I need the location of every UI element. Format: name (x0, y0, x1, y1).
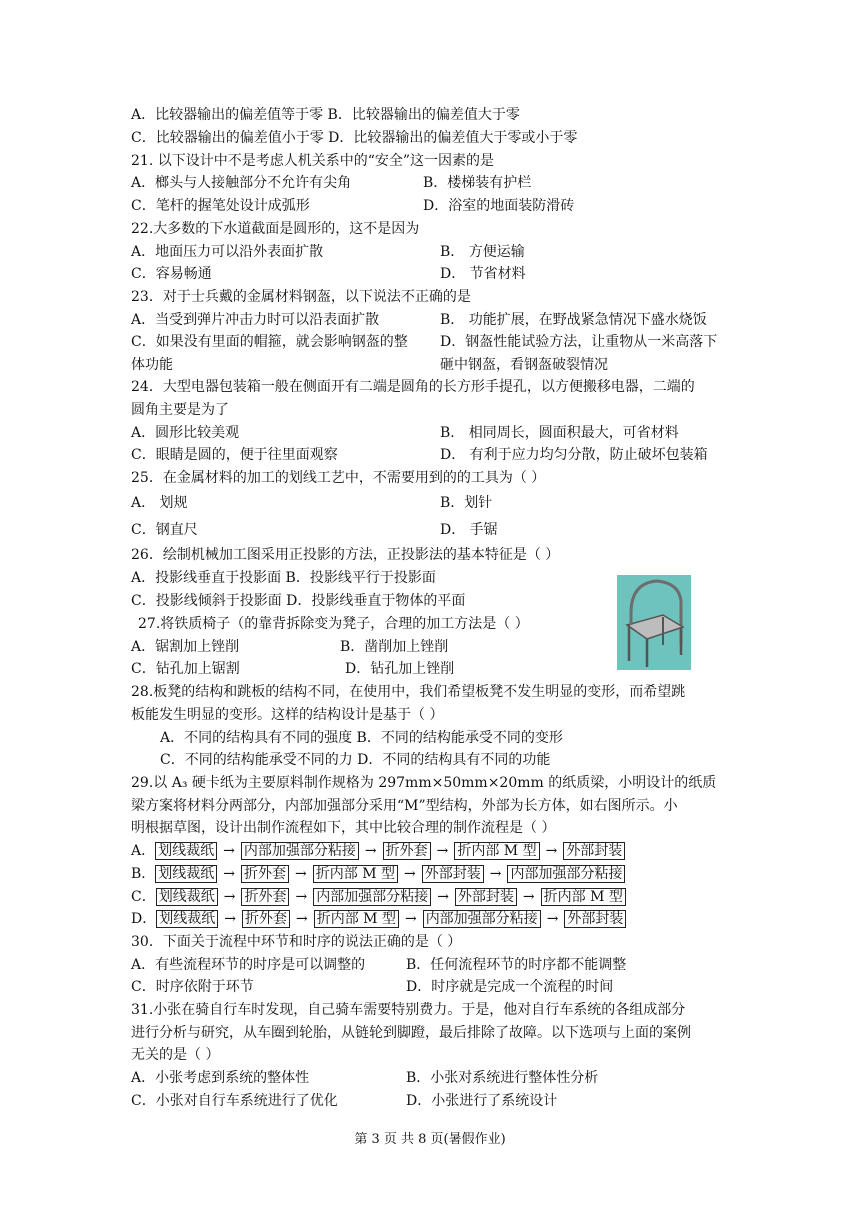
q25-option-a: A． 划规 (131, 495, 188, 511)
q24-option-c: C．眼睛是圆的，便于往里面观察 (131, 447, 338, 463)
arrow-icon: → (223, 843, 235, 859)
q24-stem-line1: 24．大型电器包装箱一般在侧面开有二端是圆角的长方形手提孔，以方便搬移电器，二端的 (131, 379, 695, 395)
flow-step: 内部加强部分粘接 (507, 865, 625, 883)
arrow-icon: → (404, 866, 416, 882)
arrow-icon: → (295, 889, 308, 905)
q21-option-a: A．榔头与人接触部分不允许有尖角 (131, 175, 352, 191)
q22-option-b: B． 方便运输 (440, 244, 525, 260)
arrow-icon: → (223, 889, 236, 905)
q31-stem-line3: 无关的是（ ） (131, 1047, 220, 1063)
q28-stem-line1: 28.板凳的结构和跳板的结构不同，在使用中，我们希望板凳不发生明显的变形，而希望跳 (131, 684, 686, 700)
flow-step: 外部封装 (563, 842, 625, 860)
q20-options-ab: A．比较器输出的偏差值等于零 B．比较器输出的偏差值大于零 (131, 107, 520, 123)
q30-option-a: A．有些流程环节的时序是可以调整的 (131, 957, 366, 973)
arrow-icon: → (224, 911, 236, 927)
flow-option-c (131, 887, 626, 907)
q28-stem-line2: 板能发生明显的变形。这样的结构设计是基于（ ） (131, 707, 444, 723)
flow-option-a (131, 841, 625, 861)
q23-option-b: B． 功能扩展，在野战紧急情况下盛水烧饭 (440, 312, 707, 328)
flow-step: 外部封装 (455, 888, 517, 906)
q25-option-d: D． 手锯 (440, 522, 498, 538)
q29-stem-line3: 明根据草图，设计出制作流程如下，其中比较合理的制作流程是（ ） (131, 820, 556, 836)
arrow-icon: → (295, 866, 307, 882)
q27-option-d: D．钻孔加上锉削 (345, 661, 455, 677)
flow-step: 折外套 (242, 910, 290, 928)
flow-option-b (131, 864, 625, 884)
arrow-icon: → (364, 843, 377, 859)
q25-stem: 25．在金属材料的加工的划线工艺中，不需要用到的的工具为（ ） (131, 470, 546, 486)
flow-step: 划线裁纸 (156, 910, 218, 928)
q24-option-d: D． 有利于应力均匀分散，防止破坏包装箱 (440, 447, 708, 463)
q23-option-d-line1: D．钢盔性能试验方法，让重物从一米高落下 (440, 334, 718, 350)
flow-step: 外部封装 (564, 910, 626, 928)
q20-options-cd: C．比较器输出的偏差值小于零 D．比较器输出的偏差值大于零或小于零 (131, 130, 578, 146)
arrow-icon: → (546, 911, 559, 927)
q29-stem-line1: 29.以 A₃ 硬卡纸为主要原料制作规格为 297mm×50mm×20mm 的纸质梁，小明设计的纸质 (131, 775, 717, 791)
flow-step: 内部加强部分粘接 (241, 842, 359, 860)
q26-options-ab: A．投影线垂直于投影面 B．投影线平行于投影面 (131, 570, 436, 586)
q31-option-b: B．小张对系统进行整体性分析 (406, 1070, 599, 1086)
q23-option-c-line2: 体功能 (131, 357, 173, 373)
q22-option-a: A．地面压力可以沿外表面扩散 (131, 244, 324, 260)
q27-option-b: B．凿削加上锉削 (340, 639, 449, 655)
q23-stem: 23．对于士兵戴的金属材料钢盔，以下说法不正确的是 (131, 289, 471, 305)
arrow-icon: → (489, 866, 502, 882)
flow-step: 外部封装 (422, 865, 484, 883)
q27-option-c: C．钻孔加上锯割 (131, 661, 240, 677)
flow-step: 折外套 (241, 888, 289, 906)
q23-option-a: A．当受到弹片冲击力时可以沿表面扩散 (131, 312, 380, 328)
q30-option-b: B．任何流程环节的时序都不能调整 (406, 957, 627, 973)
q21-option-d: D．浴室的地面装防滑砖 (423, 198, 575, 214)
flow-step: 折内部 M 型 (313, 865, 398, 883)
q24-option-b: B． 相同周长，圆面积最大，可省材料 (440, 425, 679, 441)
arrow-icon: → (437, 889, 449, 905)
arrow-icon: → (522, 889, 535, 905)
flow-label: A． (131, 843, 156, 859)
flow-step: 折内部 M 型 (454, 842, 539, 860)
q21-option-c: C．笔杆的握笔处设计成弧形 (131, 198, 310, 214)
flow-step: 折内部 M 型 (314, 910, 399, 928)
chair-illustration (617, 575, 691, 670)
q21-option-b: B．楼梯装有护栏 (423, 175, 532, 191)
q25-option-b: B．划针 (440, 495, 493, 511)
flow-step: 折内部 M 型 (541, 888, 626, 906)
arrow-icon: → (545, 843, 558, 859)
q24-option-a: A．圆形比较美观 (131, 425, 240, 441)
q22-option-c: C．容易畅通 (131, 266, 212, 282)
q31-option-d: D．小张进行了系统设计 (406, 1093, 558, 1109)
flow-step: 折外套 (241, 865, 289, 883)
q22-option-d: D． 节省材料 (440, 266, 526, 282)
q27-stem: 27.将铁质椅子（的靠背拆除变为凳子，合理的加工方法是（ ） (138, 616, 529, 632)
q31-option-a: A．小张考虑到系统的整体性 (131, 1070, 310, 1086)
flow-label: C． (131, 889, 156, 905)
chair-icon (617, 575, 691, 670)
flow-step: 内部加强部分粘接 (423, 910, 541, 928)
q30-option-c: C．时序依附于环节 (131, 979, 254, 995)
arrow-icon: → (223, 866, 236, 882)
flow-step: 折外套 (383, 842, 431, 860)
flow-step: 划线裁纸 (156, 888, 218, 906)
page-footer: 第 3 页 共 8 页(暑假作业) (354, 1132, 506, 1147)
flow-label: B． (131, 866, 156, 882)
q23-option-c-line1: C．如果没有里面的帽箍，就会影响钢盔的整 (131, 334, 408, 350)
arrow-icon: → (404, 911, 417, 927)
q26-stem: 26．绘制机械加工图采用正投影的方法，正投影法的基本特征是（ ） (131, 547, 560, 563)
q28-options-ab: A．不同的结构具有不同的强度 B．不同的结构能承受不同的变形 (160, 730, 563, 746)
q25-option-c: C．钢直尺 (131, 522, 198, 538)
q30-option-d: D．时序就是完成一个流程的时间 (406, 979, 614, 995)
q28-options-cd: C．不同的结构能承受不同的力 D．不同的结构具有不同的功能 (160, 752, 551, 768)
arrow-icon: → (295, 911, 308, 927)
q27-option-a: A．锯割加上锉削 (131, 639, 240, 655)
q23-option-d-line2: 砸中钢盔，看钢盔破裂情况 (440, 357, 608, 373)
flow-step: 划线裁纸 (155, 842, 217, 860)
arrow-icon: → (436, 843, 449, 859)
flow-step: 内部加强部分粘接 (313, 888, 431, 906)
q21-stem: 21. 以下设计中不是考虑人机关系中的“安全”这一因素的是 (131, 153, 495, 169)
flow-option-d (131, 909, 626, 929)
q31-stem-line1: 31.小张在骑自行车时发现，自己骑车需要特别费力。于是，他对自行车系统的各组成部分 (131, 1002, 686, 1018)
q31-stem-line2: 进行分析与研究，从车圈到轮胎，从链轮到脚蹬，最后排除了故障。以下选项与上面的案例 (131, 1025, 691, 1041)
q30-stem: 30．下面关于流程中环节和时序的说法正确的是（ ） (131, 934, 462, 950)
q31-option-c: C．小张对自行车系统进行了优化 (131, 1093, 338, 1109)
flow-step: 划线裁纸 (155, 865, 217, 883)
q22-stem: 22.大多数的下水道截面是圆形的，这不是因为 (131, 221, 420, 237)
flow-label: D． (131, 911, 157, 927)
q26-options-cd: C．投影线倾斜于投影面 D．投影线垂直于物体的平面 (131, 593, 466, 609)
q29-stem-line2: 梁方案将材料分两部分，内部加强部分采用“M”型结构，外部为长方体，如右图所示。小 (131, 798, 678, 814)
q24-stem-line2: 圆角主要是为了 (131, 402, 229, 418)
